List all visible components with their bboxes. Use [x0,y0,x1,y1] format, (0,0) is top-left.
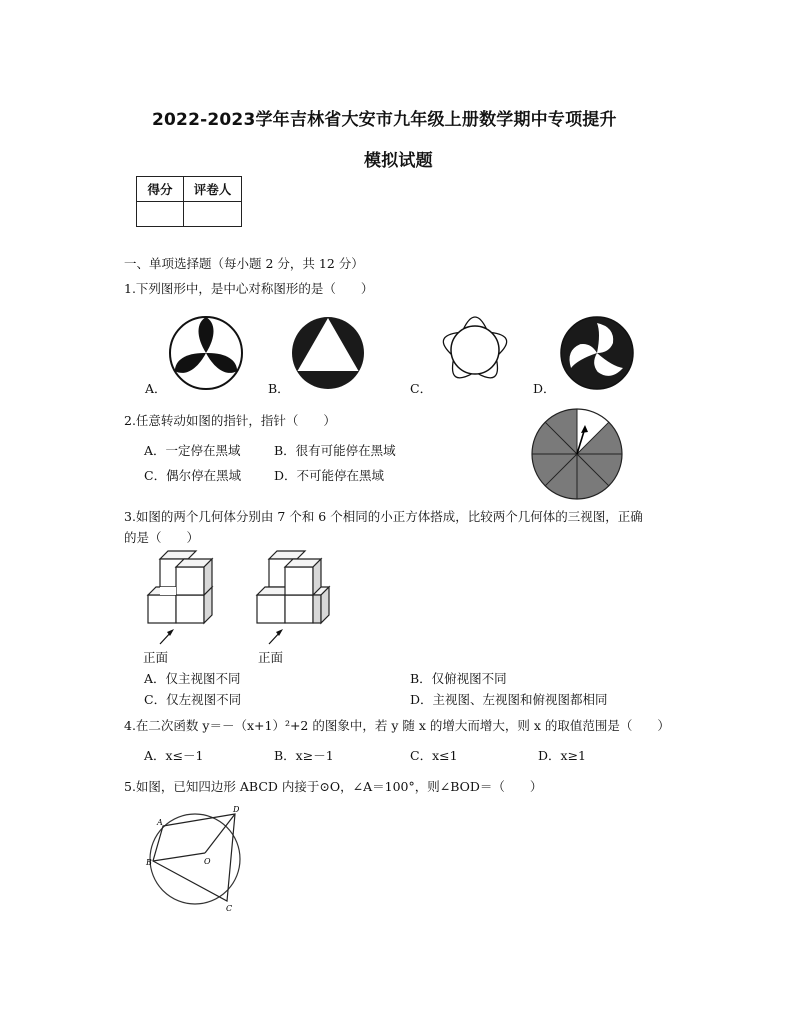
q3-front-label-2: 正面 [258,650,284,665]
q1-option-d: D． [533,381,556,396]
q4-stem: 4.在二次函数 y＝－（x+1）²+2 的图象中，若 y 随 x 的增大而增大，则 x 的取值范围是（ ） [124,718,670,733]
q4-option-b: B．x≥－1 [274,748,334,763]
q2-option-b: B．很有可能停在黑域 [274,443,396,458]
q5-circle-figure [141,805,251,915]
q3-stem-line-2: 的是（ ） [124,530,200,545]
q2-stem: 2.任意转动如图的指针，指针（ ） [124,413,336,428]
q5-stem: 5.如图，已知四边形 ABCD 内接于⊙O，∠A＝100°，则∠BOD＝（ ） [124,779,543,794]
q3-option-d: D．主视图、左视图和俯视图都相同 [410,692,608,707]
q5-label-b: B [146,858,152,867]
q1-option-b: B． [268,381,290,396]
grader-header: 评卷人 [184,177,242,202]
q5-label-a: A [157,818,163,827]
q2-option-c: C．偶尔停在黑域 [144,468,242,483]
q1-stem: 1.下列图形中，是中心对称图形的是（ ） [124,281,374,296]
q1-figure-c [430,305,520,395]
q3-solid-2 [251,545,341,645]
grader-cell [184,202,242,227]
q1-option-c: C． [410,381,433,396]
score-cell [137,202,184,227]
q3-solid-1 [142,545,232,645]
section-1-heading: 一、单项选择题（每小题 2 分，共 12 分） [124,256,364,271]
q2-option-a: A．一定停在黑域 [144,443,241,458]
q1-option-a: A． [145,381,167,396]
q4-option-d: D．x≥1 [538,748,586,763]
q3-stem-line-1: 3.如图的两个几何体分别由 7 个和 6 个相同的小正方体搭成，比较两个几何体的三视图，正确 [124,509,643,524]
q3-option-b: B．仅俯视图不同 [410,671,507,686]
q5-label-c: C [226,904,233,913]
q4-option-a: A．x≤－1 [144,748,204,763]
score-header: 得分 [137,177,184,202]
q2-option-d: D．不可能停在黑域 [274,468,385,483]
q3-option-c: C．仅左视图不同 [144,692,242,707]
q5-label-d: D [233,805,240,814]
q3-option-a: A．仅主视图不同 [144,671,241,686]
q4-option-c: C．x≤1 [410,748,458,763]
q1-figure-b [288,313,368,393]
q2-spinner-figure [527,408,627,508]
q1-figure-a [166,313,246,393]
score-table [136,176,242,227]
title-line-2: 模拟试题 [364,151,433,171]
q3-front-label-1: 正面 [143,650,169,665]
q5-label-o: O [204,857,211,866]
title-line-1: 2022-2023学年吉林省大安市九年级上册数学期中专项提升 [152,110,617,130]
q1-figure-d [557,313,637,393]
